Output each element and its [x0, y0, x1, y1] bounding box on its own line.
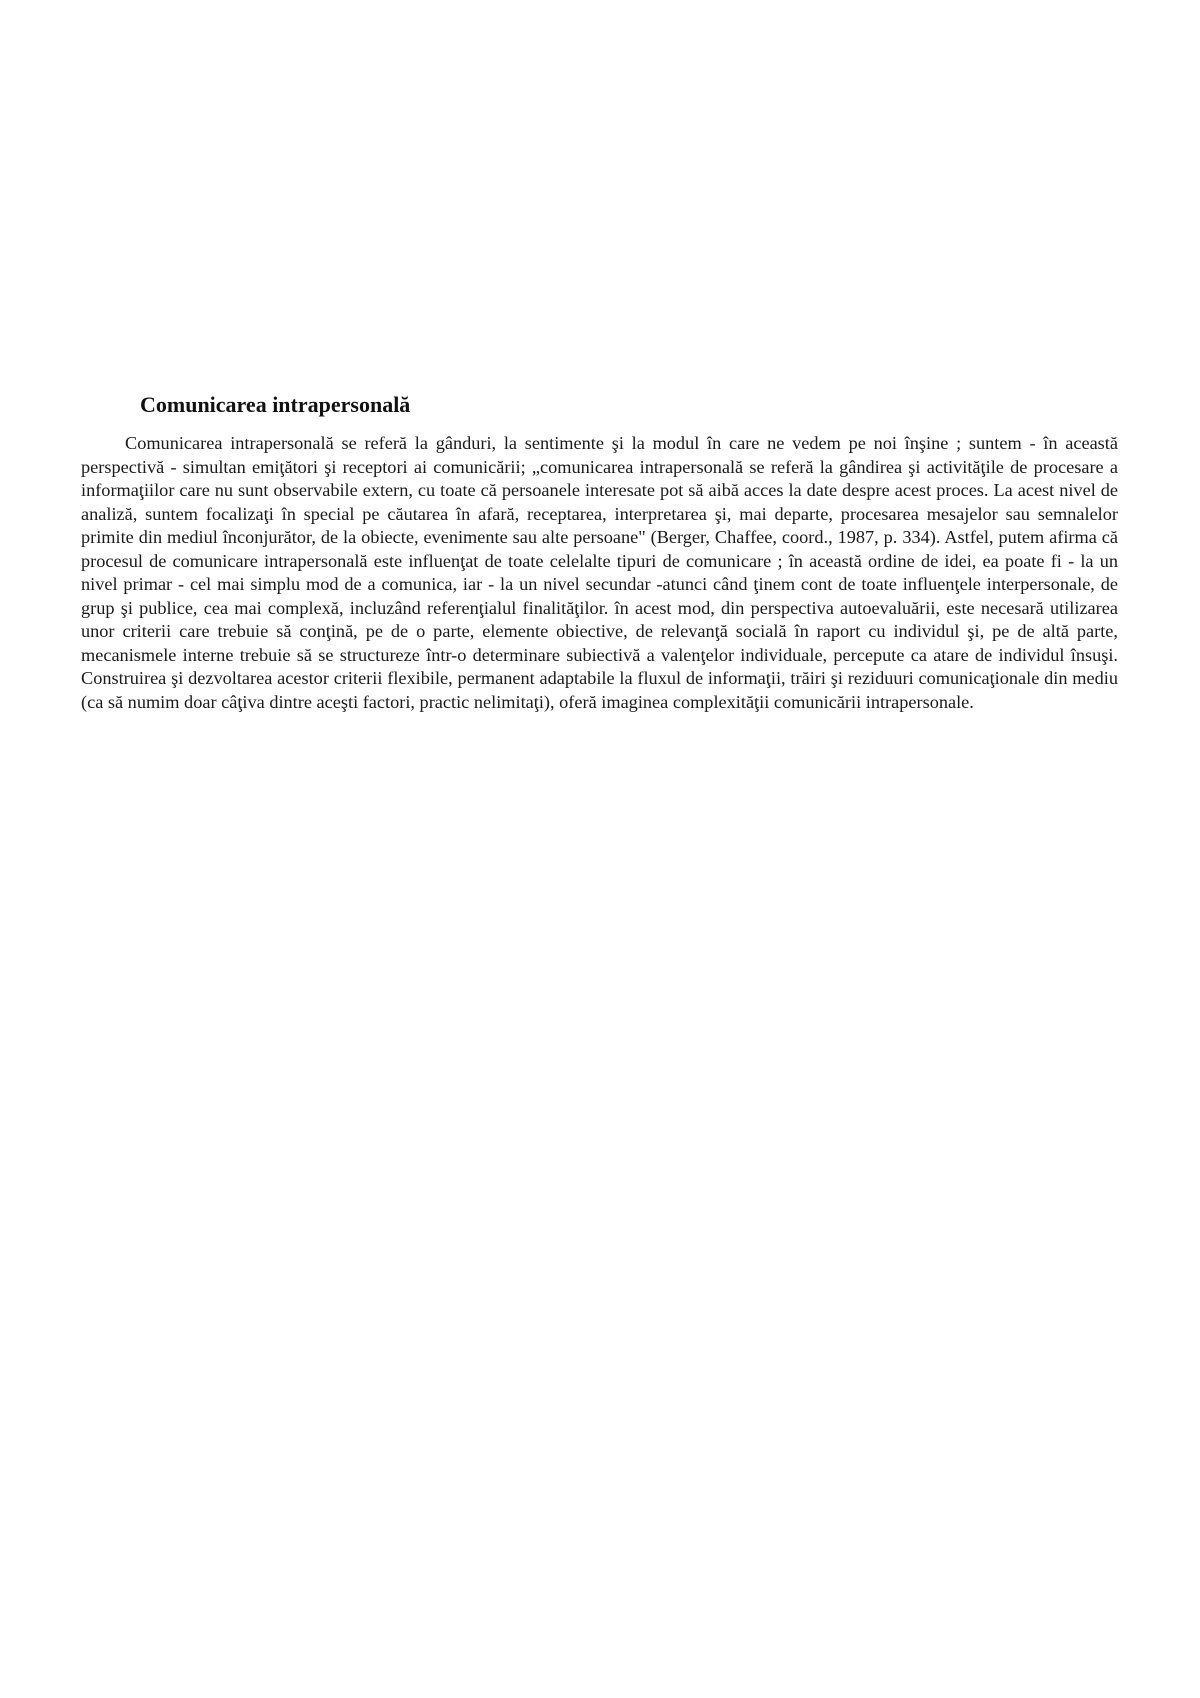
body-paragraph: Comunicarea intrapersonală se referă la gânduri, la sentimente şi la modul în care ne vedem pe noi înşine ; suntem - în această perspectivă - simultan emiţători şi receptori ai comunicării; „comunicarea intrapersonală se referă la gândirea şi activităţile de procesare a informaţiilor care nu sunt observabile extern, cu toate că persoanele interesate pot să aibă acces la date despre acest proces. La acest nivel de analiză, suntem focalizaţi în special pe căutarea în afară, receptarea, interpretarea şi, mai departe, procesarea mesajelor sau semnalelor primite din mediul înconjurător, de la obiecte, evenimente sau alte persoane" (Berger, Chaffee, coord., 1987, p. 334). Astfel, putem afirma că procesul de comunicare intrapersonală este influenţat de toate celelalte tipuri de comunicare ; în această ordine de idei, ea poate fi - la un nivel primar - cel mai simplu mod de a comunica, iar - la un nivel secundar -atunci când ţinem cont de toate influenţele interpersonale, de grup şi publice, cea mai complexă, incluzând referenţialul finalităţilor. în acest mod, din perspectiva autoevaluării, este necesară utilizarea unor criterii care trebuie să conţină, pe de o parte, elemente obiective, de relevanţă socială în raport cu individul şi, pe de altă parte, mecanismele interne trebuie să se structureze într-o determinare subiectivă a valenţelor individuale, percepute ca atare de individul însuşi. Construirea şi dezvoltarea acestor criterii flexibile, permanent adaptabile la fluxul de informaţii, trăiri şi reziduuri comunicaţionale din mediu (ca să numim doar câţiva dintre aceşti factori, practic nelimitaţi), oferă imaginea complexităţii comunicării intrapersonale.	[81, 433, 1118, 712]
page-title: Comunicarea intrapersonală	[140, 392, 411, 417]
